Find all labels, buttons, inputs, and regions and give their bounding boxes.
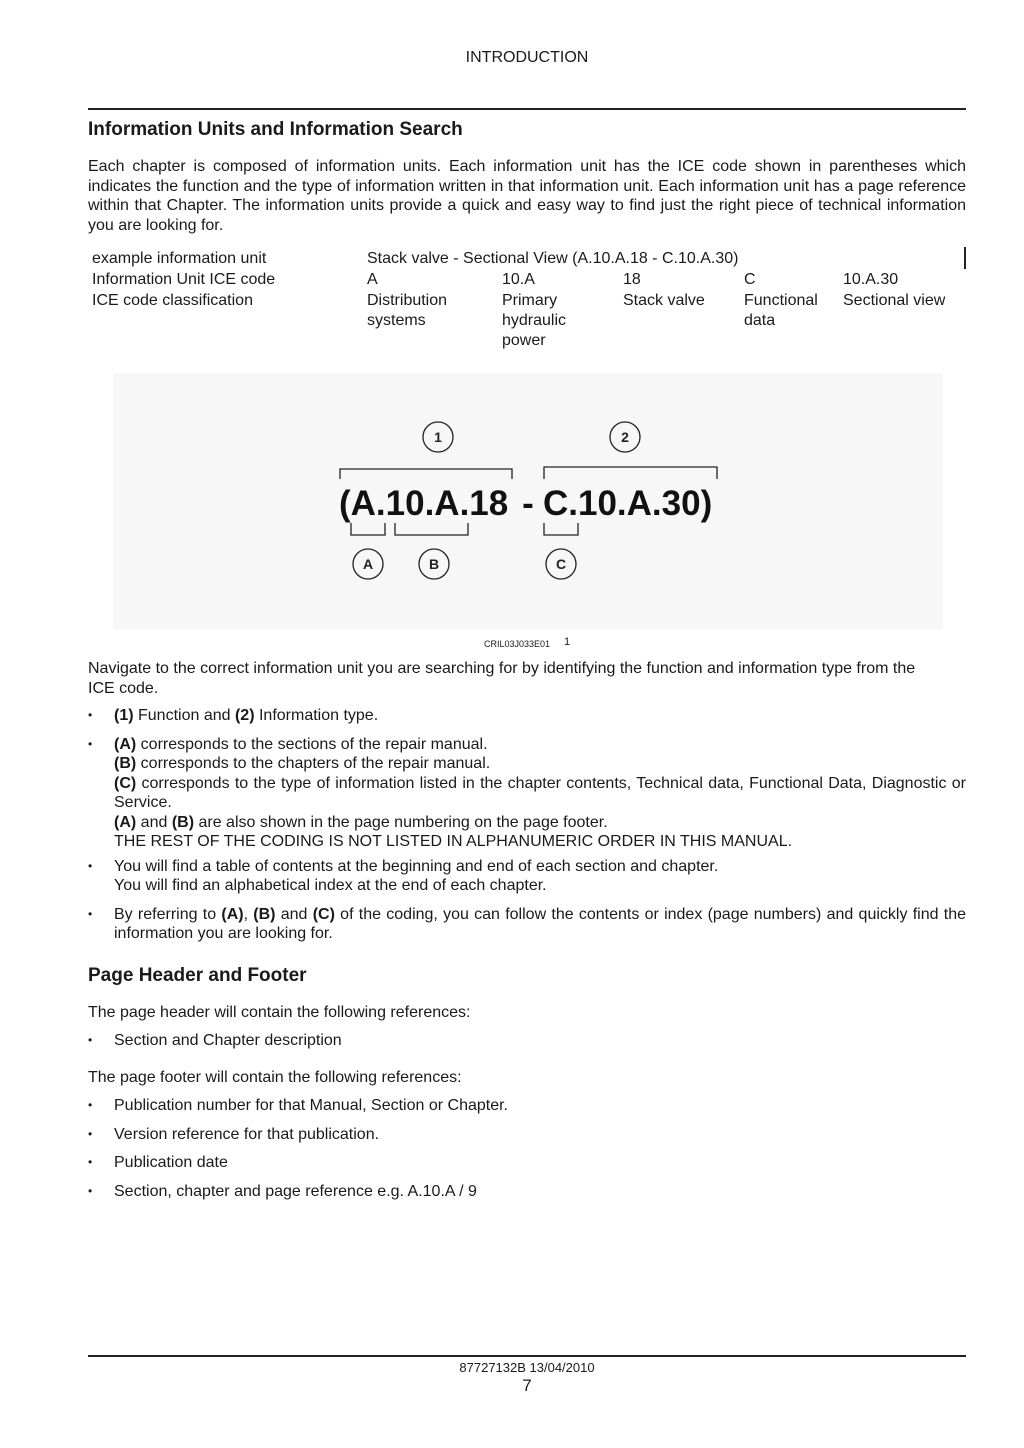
ice-code-diagram (88, 373, 966, 629)
callout-label-1: 1 (434, 429, 442, 445)
text-post: of the coding, you can follow the contents or index (page numbers) and quickly find the information you are looking for. (114, 905, 966, 942)
line-caps-note: THE REST OF THE CODING IS NOT LISTED IN ALPHANUMERIC ORDER IN THIS MANUAL. (114, 833, 793, 850)
figure-code-part1: (A.10.A.18 (339, 484, 509, 523)
line-ab-footer (114, 813, 966, 833)
list-item: • Publication date (88, 1153, 966, 1173)
change-bar (964, 247, 966, 269)
bracket-part2 (544, 467, 717, 479)
text-b: corresponds to the chapters of the repair manual. (136, 755, 491, 772)
bracket-a (351, 523, 385, 535)
footer-publication: 87727132B 13/04/2010 (459, 1360, 595, 1375)
ice-code-figure (88, 373, 966, 649)
text-a: corresponds to the sections of the repair manual. (136, 735, 488, 753)
ice-bullets (88, 706, 966, 944)
bracket-c (544, 523, 578, 535)
bold-c: (C) (114, 774, 137, 792)
figure-code-part2: C.10.A.30) (543, 484, 713, 523)
ice-code-10a30: 10.A.30 (843, 271, 899, 288)
text-and: and (136, 813, 172, 831)
bold-b2: (B) (171, 813, 195, 831)
page-header-title: INTRODUCTION (465, 49, 589, 66)
line-index: You will find an alphabetical index at the end of each chapter. (114, 877, 547, 894)
bold-a: (A) (114, 735, 137, 753)
line-toc: • You will find a table of contents at the beginning and end of each section and chapter. (114, 857, 719, 875)
callout-label-b: B (428, 556, 440, 572)
text-footer: are also shown in the page numbering on the page footer. (194, 813, 608, 831)
class-sectional-view: Sectional view (843, 292, 946, 309)
list-item: • Version reference for that publication. (88, 1125, 966, 1145)
ice-code-a: A (367, 271, 378, 288)
header-intro: The page header will contain the following references: (88, 1003, 471, 1021)
row-label-example: example information unit (92, 250, 267, 267)
ice-code-c: C (744, 271, 756, 288)
text-comma: , (243, 905, 254, 923)
page-content (88, 118, 966, 1201)
list-item: • Section and Chapter description (88, 1031, 966, 1051)
ice-code-18: 18 (623, 271, 641, 288)
text-pre: By referring to (114, 905, 222, 923)
bullet-referring (88, 905, 966, 944)
list-item: • Section, chapter and page reference e.g. A.10.A / 9 (88, 1182, 966, 1202)
bold-ref-a: (A) (221, 905, 244, 923)
callout-label-2: 2 (621, 429, 629, 445)
text-info-type: Information type. (254, 707, 379, 724)
bullet-function (88, 706, 966, 726)
list-item: • Publication number for that Manual, Section or Chapter. (88, 1096, 966, 1116)
bold-ref-b: (B) (253, 905, 276, 923)
text-function: Function and (133, 707, 235, 724)
section-heading-info-units: Information Units and Information Search (88, 119, 463, 140)
bold-a2: (A) (114, 813, 137, 831)
ice-example-table (88, 249, 966, 361)
header-rule (88, 108, 966, 110)
line-c (114, 774, 966, 813)
text-and2: and (275, 905, 313, 923)
bullet-abc (88, 735, 966, 852)
class-distribution: Distribution systems (367, 292, 448, 329)
line-b (114, 754, 966, 774)
class-functional-data: Functional data (744, 292, 818, 329)
figure-code-dash: - (522, 484, 534, 523)
row-label-classification: ICE code classification (92, 292, 253, 309)
figure-caption: CRIL03J033E01 (484, 639, 551, 649)
bold-b: (B) (114, 755, 137, 772)
header-items (88, 1031, 966, 1051)
navigate-paragraph: Navigate to the correct information unit you are searching for by identifying the function and information type from the ICE code. (88, 660, 916, 697)
footer-rule (88, 1355, 966, 1357)
text-c: corresponds to the type of information listed in the chapter contents, Technical data, Functional Data, Diagnostic or Service. (114, 774, 966, 811)
row-label-ice-code: Information Unit ICE code (92, 271, 276, 288)
callout-label-a: A (362, 556, 374, 572)
class-primary-hydraulic: Primary hydraulic power (502, 292, 567, 349)
bracket-part1 (340, 469, 512, 479)
footer-intro: The page footer will contain the following references: (88, 1068, 462, 1086)
ice-code-10a: 10.A (502, 271, 535, 288)
class-stack-valve: Stack valve (623, 292, 705, 309)
figure-number: 1 (564, 636, 571, 648)
callout-label-c: C (555, 556, 567, 572)
section-heading-header-footer: Page Header and Footer (88, 964, 307, 986)
bold-ref-c: (C) (312, 905, 335, 923)
bold-2: (2) (234, 707, 255, 724)
line-a (114, 735, 966, 755)
bullet-toc (88, 857, 966, 896)
intro-paragraph: Each chapter is composed of information units. Each information unit has the ICE code shown in parentheses which indicates the function and the type of information written in that information unit. Each information unit has a page reference within that Chapter. The information units provide a quick and easy way to find just the right piece of technical information you are looking for. (88, 158, 966, 234)
footer-page-number: 7 (522, 1376, 532, 1395)
bold-1: (1) (114, 707, 134, 724)
row-value-example: Stack valve - Sectional View (A.10.A.18 - C.10.A.30) (367, 250, 739, 267)
bracket-b (395, 523, 468, 535)
footer-items (88, 1096, 966, 1201)
